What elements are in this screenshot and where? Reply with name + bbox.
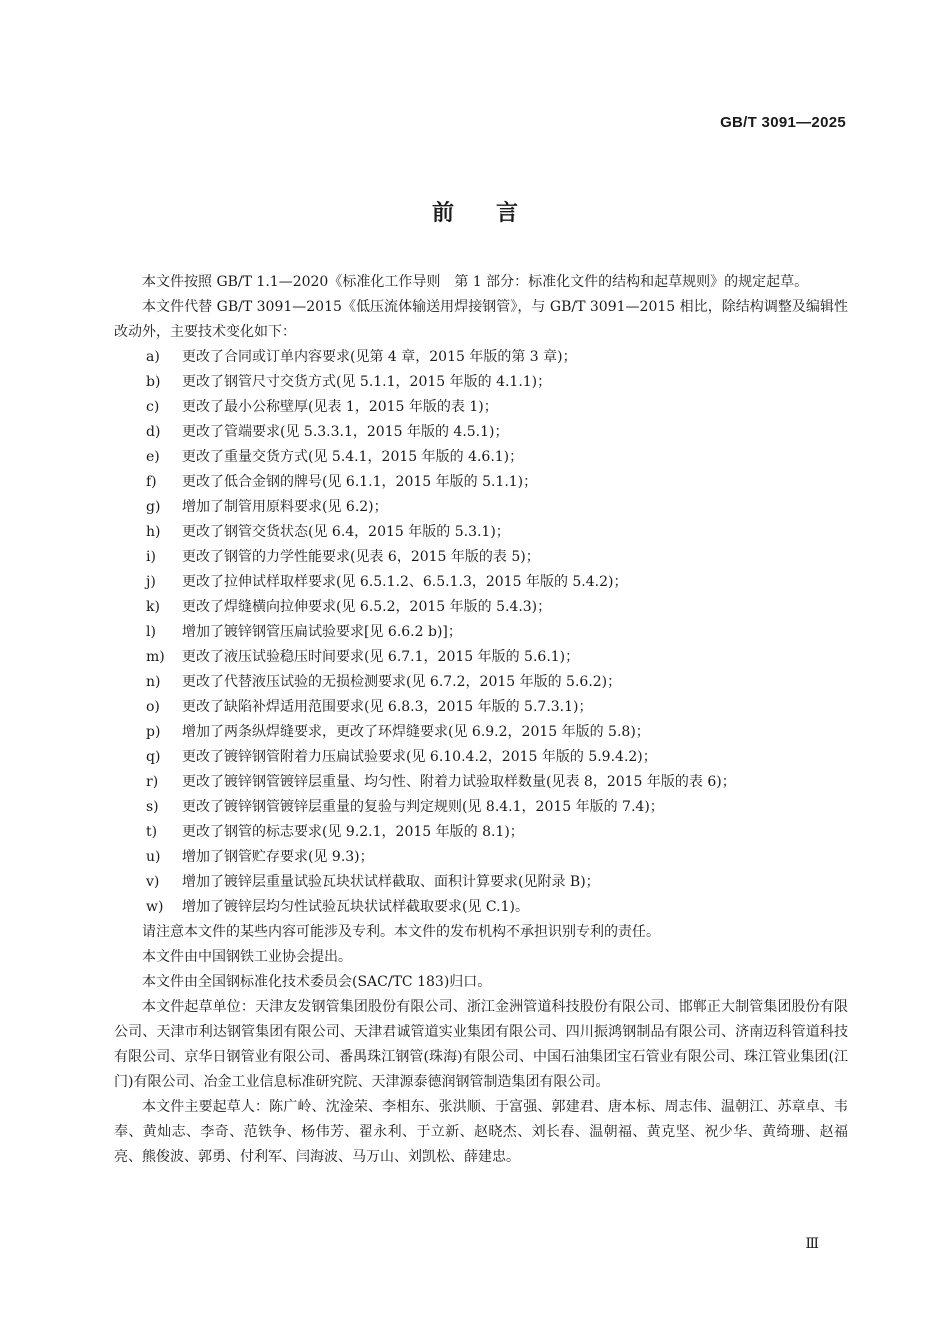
changes-list: [114, 345, 848, 920]
change-item-marker: u): [146, 849, 161, 865]
intro-paragraph-1: 本文件按照 GB/T 1.1—2020《标准化工作导则 第 1 部分：标准化文件的结构和起草规则》的规定起草。: [142, 274, 809, 290]
change-item: [114, 420, 848, 445]
change-item: [114, 695, 848, 720]
change-item-marker: q): [146, 749, 161, 765]
standard-code: GB/T 3091—2025: [720, 114, 846, 131]
change-item-text: 更改了镀锌钢管镀锌层重量、均匀性、附着力试验取样数量(见表 8，2015 年版的表 6)；: [182, 774, 736, 790]
change-item: [114, 520, 848, 545]
change-item: [114, 620, 848, 645]
change-item-marker: k): [146, 599, 160, 615]
drafting-units: 本文件起草单位：天津友发钢管集团股份有限公司、浙江金洲管道科技股份有限公司、邯郸正大制管集团股份有限公司、天津市利达钢管集团有限公司、天津君诚管道实业集团有限公司、四川振鸿钢制品有限公司、济南迈科管道科技有限公司、京华日钢管业有限公司、番禺珠江钢管(珠海)有限公司、中国石油集团宝石管业有限公司、珠江管业集团(江门)有限公司、冶金工业信息标准研究院、天津源泰德润钢管制造集团有限公司。: [114, 999, 848, 1090]
change-item: [114, 495, 848, 520]
change-item-marker: t): [146, 824, 158, 840]
change-item-marker: a): [146, 349, 160, 365]
change-item-text: 更改了拉伸试样取样要求(见 6.5.1.2、6.5.1.3，2015 年版的 5.4.2)；: [182, 574, 628, 590]
change-item-marker: j): [146, 574, 156, 590]
change-item: [114, 745, 848, 770]
change-item: [114, 445, 848, 470]
intro-paragraph-2: 本文件代替 GB/T 3091—2015《低压流体输送用焊接钢管》，与 GB/T 3091—2015 相比，除结构调整及编辑性改动外，主要技术变化如下：: [114, 299, 848, 340]
change-item-text: 更改了钢管尺寸交货方式(见 5.1.1，2015 年版的 4.1.1)；: [182, 374, 552, 390]
change-item-marker: n): [146, 674, 161, 690]
change-item-text: 增加了镀锌层重量试验瓦块状试样截取、面积计算要求(见附录 B)；: [182, 874, 600, 890]
change-item-marker: b): [146, 374, 161, 390]
change-item: [114, 470, 848, 495]
change-item-text: 增加了制管用原料要求(见 6.2)；: [182, 499, 388, 515]
change-item-marker: v): [146, 874, 160, 890]
change-item-text: 更改了低合金钢的牌号(见 6.1.1，2015 年版的 5.1.1)；: [182, 474, 538, 490]
change-item: [114, 795, 848, 820]
change-item: [114, 845, 848, 870]
change-item-marker: g): [146, 499, 161, 515]
change-item-text: 更改了液压试验稳压时间要求(见 6.7.1，2015 年版的 5.6.1)；: [182, 649, 580, 665]
change-item-marker: e): [146, 449, 160, 465]
change-item-text: 增加了镀锌层均匀性试验瓦块状试样截取要求(见 C.1)。: [182, 899, 529, 915]
change-item-text: 增加了镀锌钢管压扁试验要求[见 6.6.2 b)]；: [182, 624, 462, 640]
change-item: [114, 645, 848, 670]
change-item-text: 增加了钢管贮存要求(见 9.3)；: [182, 849, 374, 865]
change-item: [114, 670, 848, 695]
foreword-body: [114, 270, 848, 1170]
change-item: [114, 870, 848, 895]
change-item-text: 更改了重量交货方式(见 5.4.1，2015 年版的 4.6.1)；: [182, 449, 524, 465]
change-item-text: 更改了钢管交货状态(见 6.4，2015 年版的 5.3.1)；: [182, 524, 510, 540]
change-item: [114, 720, 848, 745]
change-item: [114, 395, 848, 420]
change-item-marker: o): [146, 699, 160, 715]
change-item-text: 更改了焊缝横向拉伸要求(见 6.5.2，2015 年版的 5.4.3)；: [182, 599, 552, 615]
change-item-text: 更改了合同或订单内容要求(见第 4 章，2015 年版的第 3 章)；: [182, 349, 577, 365]
change-item-text: 更改了缺陷补焊适用范围要求(见 6.8.3，2015 年版的 5.7.3.1)；: [182, 699, 593, 715]
change-item-text: 更改了管端要求(见 5.3.3.1，2015 年版的 4.5.1)；: [182, 424, 509, 440]
change-item: [114, 895, 848, 920]
change-item-text: 更改了钢管的力学性能要求(见表 6，2015 年版的表 5)；: [182, 549, 540, 565]
page-title: 前言: [431, 201, 560, 226]
change-item-marker: h): [146, 524, 161, 540]
change-item-text: 增加了两条纵焊缝要求，更改了环焊缝要求(见 6.9.2，2015 年版的 5.8)；: [182, 724, 650, 740]
change-item: [114, 770, 848, 795]
change-item: [114, 595, 848, 620]
change-item-text: 更改了镀锌钢管附着力压扁试验要求(见 6.10.4.2，2015 年版的 5.9.4.2)；: [182, 749, 657, 765]
change-item: [114, 345, 848, 370]
change-item-marker: m): [146, 649, 165, 665]
main-drafters: 本文件主要起草人：陈广岭、沈淦荣、李相东、张洪顺、于富强、郭建君、唐本标、周志伟、温朝江、苏章卓、韦奉、黄灿志、李奇、范铁争、杨伟芳、翟永利、于立新、赵晓杰、刘长春、温朝福、黄克坚、祝少华、黄绮珊、赵福亮、熊俊波、郭勇、付利军、闫海波、马万山、刘凯松、薛建忠。: [114, 1099, 848, 1165]
change-item: [114, 370, 848, 395]
change-item: [114, 545, 848, 570]
change-item-marker: f): [146, 474, 157, 490]
change-item-marker: i): [146, 549, 156, 565]
change-item-marker: c): [146, 399, 160, 415]
change-item-text: 更改了钢管的标志要求(见 9.2.1，2015 年版的 8.1)；: [182, 824, 524, 840]
patent-notice: 请注意本文件的某些内容可能涉及专利。本文件的发布机构不承担识别专利的责任。: [142, 924, 660, 940]
change-item-text: 更改了镀锌钢管镀锌层重量的复验与判定规则(见 8.4.1，2015 年版的 7.4)；: [182, 799, 664, 815]
change-item-marker: d): [146, 424, 161, 440]
change-item-marker: r): [146, 774, 159, 790]
page-number: Ⅲ: [805, 1236, 820, 1252]
change-item-marker: p): [146, 724, 161, 740]
change-item: [114, 820, 848, 845]
proposer-statement: 本文件由中国钢铁工业协会提出。: [142, 949, 352, 965]
change-item-marker: w): [146, 899, 164, 915]
change-item-text: 更改了最小公称壁厚(见表 1，2015 年版的表 1)；: [182, 399, 498, 415]
change-item-marker: l): [146, 624, 156, 640]
change-item: [114, 570, 848, 595]
committee-statement: 本文件由全国钢标准化技术委员会(SAC/TC 183)归口。: [142, 974, 492, 990]
change-item-text: 更改了代替液压试验的无损检测要求(见 6.7.2，2015 年版的 5.6.2)；: [182, 674, 622, 690]
change-item-marker: s): [146, 799, 159, 815]
